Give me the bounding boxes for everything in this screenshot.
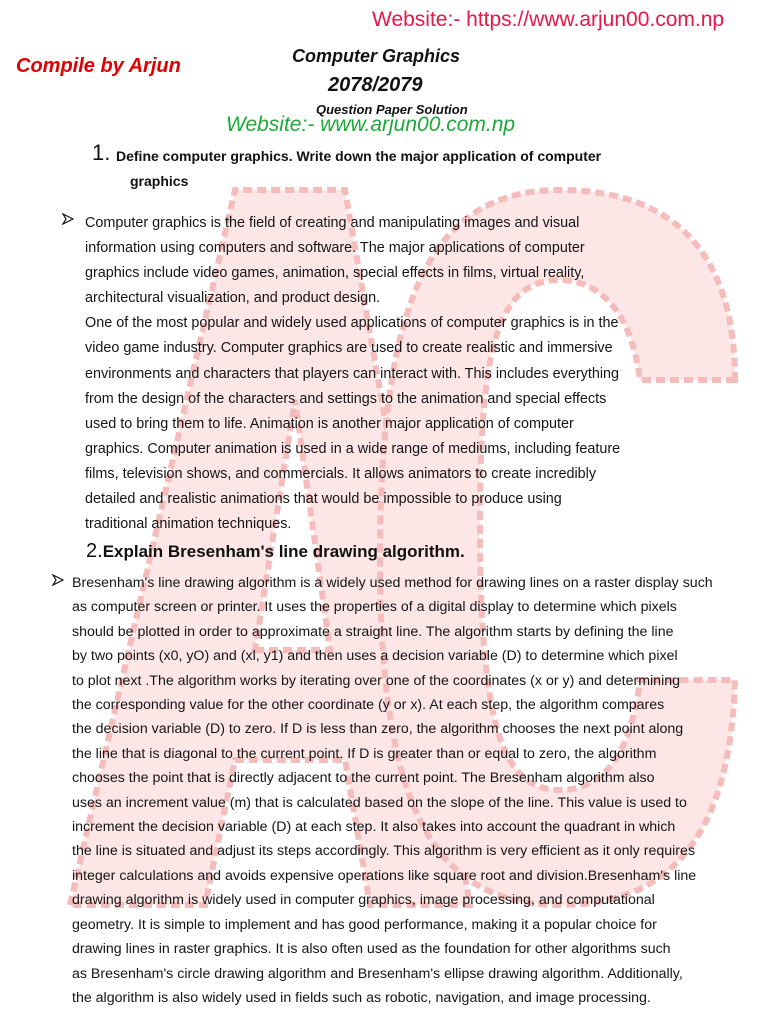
question-1-number: 1. xyxy=(92,140,111,165)
answer-2-text: Bresenham's line drawing algorithm is a widely used method for drawing lines on a raster display such as computer screen or printer. It uses the properties of a digital display to determine which pixels should be plotted in order to approximate a straight line. The algorithm starts by defining the line by two points (x0, yO) and (xl, y1) and then uses a decision variable (D) to determine which pixel to plot next .The algorithm works by iterating over one of the coordinates (x or y) and determining the corresponding value for the other coordinate (y or x). At each step, the algorithm compares the decision variable (D) to zero. If D is less than zero, the algorithm chooses the next point along the line that is diagonal to the current point. If D is greater than or equal to zero, the algorithm chooses the point that is directly adjacent to the current point. The Bresenham algorithm also uses an increment value (m) that is calculated based on the slope of the line. This value is used to increment the decision variable (D) at each step. It also takes into account the quadrant in which the line is situated and adjust its steps accordingly. This algorithm is very efficient as it only requires integer calculations and avoids expensive operations like square root and division.Bresenham's line drawing algorithm is widely used in computer graphics, image processing, and computational geometry. It is simple to implement and has good performance, making it a popular choice for drawing lines in raster graphics. It is also often used as the foundation for other algorithms such as Bresenham's circle drawing algorithm and Bresenham's ellipse drawing algorithm. Additionally, the algorithm is also widely used in fields such as robotic, navigation, and image processing. xyxy=(72,575,713,1006)
question-2-number: 2. xyxy=(86,540,103,562)
question-1-line-1: Define computer graphics. Write down the major application of computer xyxy=(116,148,602,164)
question-2-heading xyxy=(86,540,465,563)
question-1-heading xyxy=(116,144,716,194)
arrow-bullet-icon xyxy=(52,574,64,589)
document-title: Computer Graphics xyxy=(292,46,461,66)
header-website-link[interactable]: Website:- https://www.arjun00.com.np xyxy=(372,8,725,31)
arrow-bullet-icon xyxy=(62,213,74,228)
answer-1-text: Computer graphics is the field of creating and manipulating images and visual information using computers and software. The major applications of computer graphics include video games, animation, special effects in films, virtual reality, architectural visualization, and product design. One of the most popular and widely used applications of computer graphics is in the video game industry. Computer graphics are used to create realistic and immersive environments and characters that players can interact with. This includes everything from the design of the characters and settings to the animation and special effects used to bring them to life. Animation is another major application of computer graphics. Computer animation is used in a wide range of mediums, including feature films, television shows, and commercials. It allows animators to create incredibly detailed and realistic animations that would be impossible to produce using traditional animation techniques. xyxy=(85,215,621,533)
document-subtitle: Question Paper Solution xyxy=(316,102,468,117)
question-1-line-2: graphics xyxy=(130,173,189,189)
document-year: 2078/2079 xyxy=(328,74,423,96)
question-2-text: Explain Bresenham's line drawing algorithm. xyxy=(102,542,465,561)
website-link-green[interactable]: Website:- www.arjun00.com.np xyxy=(226,113,516,136)
compiled-by-label: Compile by Arjun xyxy=(16,55,181,77)
